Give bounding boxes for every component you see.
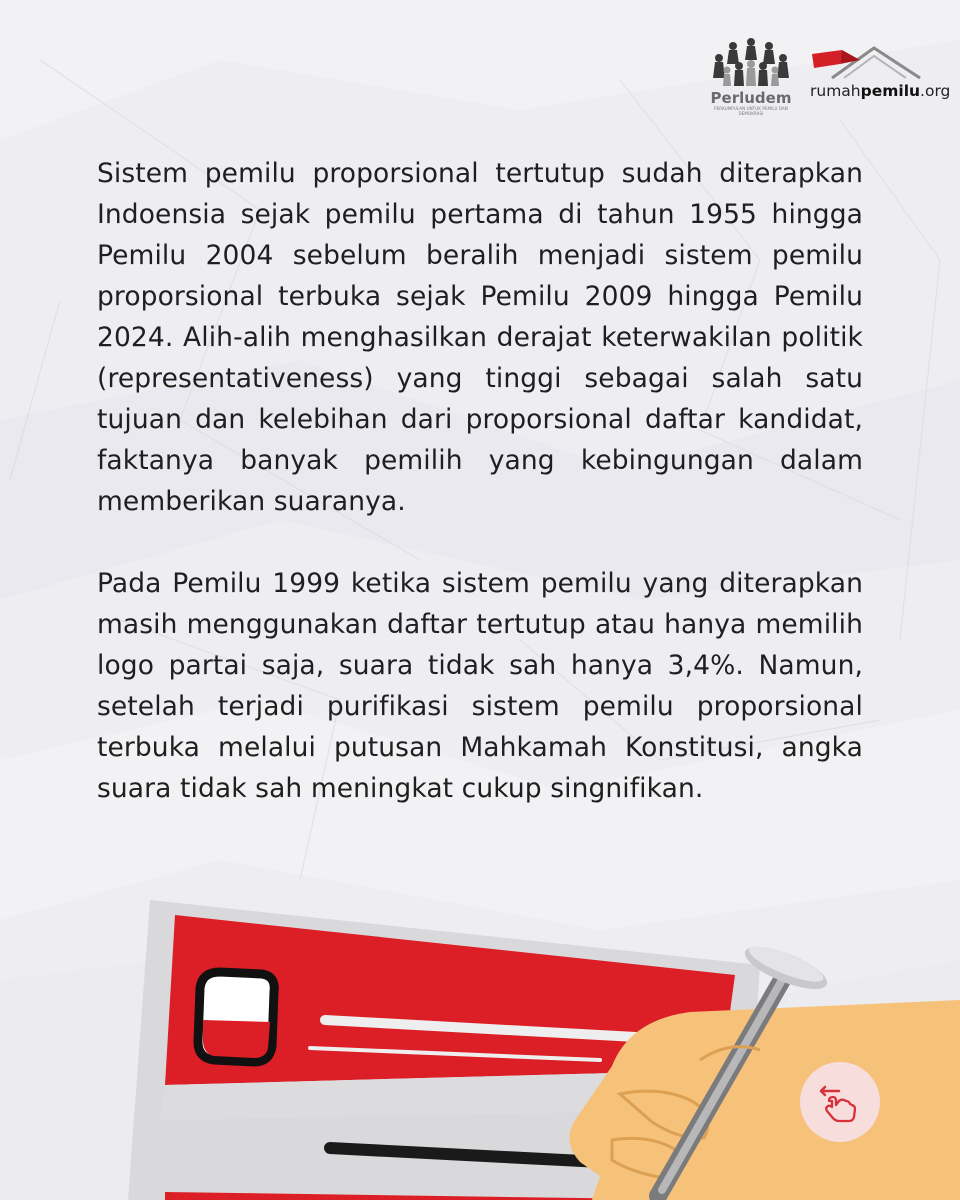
swipe-left-icon	[817, 1079, 863, 1125]
wordmark-suffix: .org	[920, 82, 951, 100]
ballot-illustration	[0, 880, 960, 1200]
paragraph-1: Sistem pemilu proporsional tertutup sudah diterapkan Indoensia sejak pemilu pertama di tahun 1955 hingga Pemilu 2004 sebelum beralih menjadi sistem pemilu proporsional terbuka sejak Pemilu 2009 hingga Pemilu 2024. Alih-alih menghasilkan derajat keterwakilan politik (representativeness) yang tinggi sebagai salah satu tujuan dan kelebihan dari proporsional daftar kandidat, faktanya banyak pemilih yang kebingungan dalam memberikan suaranya.	[97, 158, 863, 517]
rumahpemilu-wordmark	[810, 82, 950, 100]
perludem-tagline: PERKUMPULAN UNTUK PEMILU DAN DEMOKRASI	[714, 106, 788, 116]
people-circle-logo-icon	[711, 36, 791, 88]
house-flag-logo-icon	[810, 40, 926, 82]
rumahpemilu-logo[interactable]	[810, 36, 951, 106]
header-logos	[706, 36, 951, 116]
paragraph-2: Pada Pemilu 1999 ketika sistem pemilu yang diterapkan masih menggunakan daftar tertutup atau hanya memilih logo partai saja, suara tidak sah hanya 3,4%. Namun, setelah terjadi purifikasi sistem pemilu proporsional terbuka melalui putusan Mahkamah Konstitusi, angka suara tidak sah meningkat cukup singnifikan.	[97, 568, 863, 804]
swipe-next-button[interactable]	[800, 1062, 880, 1142]
wordmark-highlight: pemilu	[860, 82, 921, 100]
perludem-name: Perludem	[710, 89, 792, 107]
perludem-logo[interactable]	[706, 36, 796, 116]
wordmark-prefix: rumah	[810, 82, 861, 100]
article-body	[97, 153, 863, 809]
